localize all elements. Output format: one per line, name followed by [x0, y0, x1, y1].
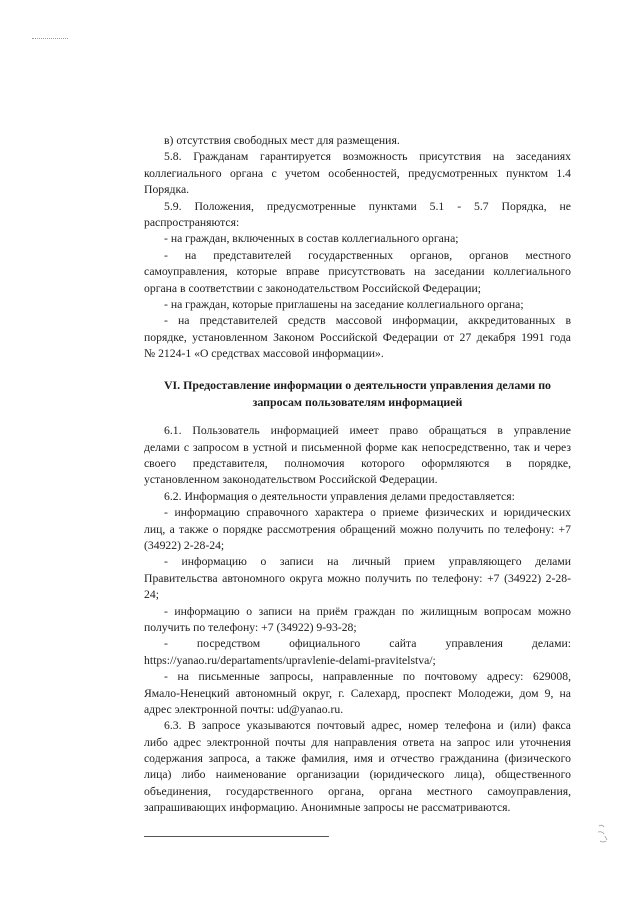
paragraph-line: запрашивающих информацию. Анонимные запросы не рассматриваются.: [144, 801, 511, 815]
paragraph-line: - на представителей государственных органов, органов местного: [164, 248, 571, 262]
paragraph-line: 24;: [144, 588, 159, 602]
paragraph-line: Правительства автономного округа можно получить по телефону: +7 (34922) 2-28-: [144, 571, 571, 585]
paragraph-line: объединения, государственного органа, органа местного самоуправления,: [144, 784, 571, 798]
paragraph-line: своего представителя, полномочия которого оформляются в порядке,: [144, 457, 571, 471]
paragraph-line: - посредством официального сайта управления делами:: [164, 637, 571, 651]
page-corner-mark: [596, 822, 610, 848]
paragraph-line: Порядка.: [144, 183, 190, 197]
paragraph-line: - на граждан, включенных в состав коллегиального органа;: [164, 232, 459, 246]
paragraph-line: 5.9. Положения, предусмотренные пунктами 5.1 - 5.7 Порядка, не: [164, 199, 571, 213]
paragraph-line: 6.1. Пользователь информацией имеет право обращаться в управление: [164, 424, 571, 438]
paragraph-line: https://yanao.ru/departaments/upravlenie-delami-pravitelstva/;: [144, 653, 436, 667]
paragraph-line: лица) либо наименование организации (юридического лица), общественного: [144, 768, 571, 782]
paragraph: [144, 297, 571, 313]
paragraph-line: лиц, а также о порядке рассмотрения обращений можно получить по телефону: +7: [144, 522, 571, 536]
paragraph: [144, 199, 571, 232]
paragraph: [144, 423, 571, 489]
paragraph-line: - на представителей средств массовой информации, аккредитованных в: [164, 314, 571, 328]
paragraph-line: органа в соответствии с законодательством Российской Федерации;: [144, 281, 481, 295]
paragraph-line: (34922) 2-28-24;: [144, 538, 225, 552]
scan-artifact: [32, 38, 68, 39]
heading-line: VI. Предоставление информации о деятельности управления делами по: [163, 378, 552, 393]
paragraph-line: - информацию о записи на личный прием управляющего делами: [164, 555, 571, 569]
section-vi-heading: [144, 377, 571, 410]
paragraph: [144, 248, 571, 297]
paragraph-line: распространяются:: [144, 215, 240, 229]
section-v-continuation: [144, 133, 571, 362]
paragraph-line: Ямало-Ненецкий автономный округ, г. Салехард, проспект Молодежи, дом 9, на: [144, 686, 571, 700]
paragraph: [144, 554, 571, 603]
paragraph-line: самоуправления, которые вправе присутствовать на заседании коллегиального: [144, 265, 571, 279]
paragraph-line: порядке, установленном Законом Российской Федерации от 27 декабря 1991 года: [144, 330, 571, 344]
paragraph: [144, 604, 571, 637]
paragraph-line: установленном законодательством Российской Федерации.: [144, 473, 438, 487]
paragraph-line: - на письменные запросы, направленные по почтовому адресу: 629008,: [164, 670, 571, 684]
section-vi-body: [144, 423, 571, 816]
paragraph: [144, 505, 571, 554]
paragraph: [144, 231, 571, 247]
paragraph-line: получить по телефону: +7 (34922) 9-93-28;: [144, 620, 357, 634]
paragraph: [144, 718, 571, 816]
footer-rule: [144, 836, 329, 837]
paragraph: [144, 489, 571, 505]
paragraph-line: 5.8. Гражданам гарантируется возможность присутствия на заседаниях: [164, 150, 571, 164]
paragraph: [144, 149, 571, 198]
paragraph-line: 6.3. В запросе указываются почтовый адрес, номер телефона и (или) факса: [164, 719, 571, 733]
paragraph-line: делами с запросом в устной и письменной форме как непосредственно, так и через: [144, 440, 571, 454]
paragraph: [144, 133, 571, 149]
heading-line: запросам пользователям информацией: [252, 394, 463, 409]
paragraph: [144, 636, 571, 669]
paragraph-line: коллегиального органа с учетом особенностей, предусмотренных пунктом 1.4: [144, 166, 571, 180]
document-body: [144, 133, 571, 817]
paragraph-line: адрес электронной почты: ud@yanao.ru.: [144, 702, 344, 716]
paragraph: [144, 669, 571, 718]
paragraph: [144, 313, 571, 362]
paragraph-line: 6.2. Информация о деятельности управления делами предоставляется:: [164, 489, 515, 503]
paragraph-line: - информацию справочного характера о приеме физических и юридических: [164, 506, 571, 520]
paragraph-line: - информацию о записи на приём граждан по жилищным вопросам можно: [164, 604, 571, 618]
paragraph-line: содержания запроса, а также фамилия, имя и отчество гражданина (физического: [144, 752, 571, 766]
paragraph-line: в) отсутствия свободных мест для размещения.: [164, 134, 400, 147]
paragraph-line: либо адрес электронной почты для направления ответа на запрос или уточнения: [144, 735, 571, 749]
paragraph-line: - на граждан, которые приглашены на заседание коллегиального органа;: [164, 297, 524, 311]
paragraph-line: № 2124-1 «О средствах массовой информации».: [144, 347, 384, 361]
